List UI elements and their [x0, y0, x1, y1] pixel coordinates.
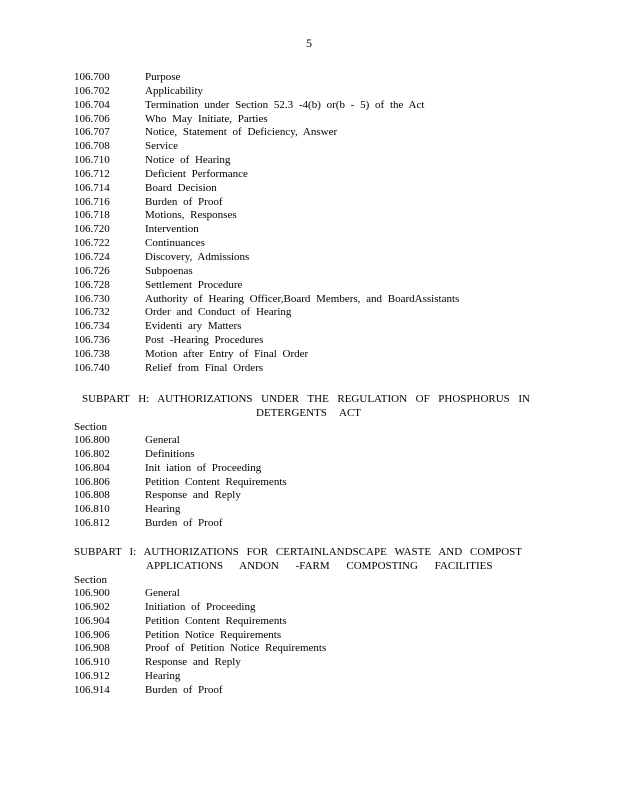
section-number: 106.904: [74, 614, 110, 627]
section-row: [74, 517, 574, 531]
section-title: Response and Reply: [145, 489, 241, 502]
section-number: 106.734: [74, 320, 110, 333]
section-title: Authority of Hearing Officer,Board Members, and BoardAssistants: [145, 292, 460, 305]
section-number: 106.700: [74, 71, 110, 83]
section-row: [74, 154, 574, 168]
section-row: [74, 113, 574, 127]
section-title: General: [145, 587, 180, 599]
section-number: 106.704: [74, 98, 110, 111]
section-number: 106.900: [74, 587, 110, 599]
section-row: [74, 348, 574, 362]
section-number: 106.810: [74, 503, 110, 516]
section-number: 106.912: [74, 670, 110, 683]
section-title: Petition Notice Requirements: [145, 628, 282, 641]
section-number: 106.716: [74, 195, 110, 208]
section-row: [74, 334, 574, 348]
section-row: [74, 448, 574, 462]
subpart-h-heading-line1: SUBPART H: AUTHORIZATIONS UNDER THE REGULATION OF PHOSPHORUS IN: [82, 393, 530, 405]
section-title: Notice of Hearing: [145, 154, 231, 167]
section-title: Hearing: [145, 670, 181, 683]
section-number: 106.802: [74, 447, 110, 460]
section-title: Discovery, Admissions: [145, 250, 250, 263]
section-title: Definitions: [145, 447, 195, 460]
subpart-i-heading-line1: SUBPART I: AUTHORIZATIONS FOR CERTAINLANDSCAPE WASTE AND COMPOST: [74, 546, 522, 558]
section-row: [74, 209, 574, 223]
section-number: 106.804: [74, 461, 110, 474]
section-title: Burden of Proof: [145, 517, 223, 530]
section-title: Burden of Proof: [145, 683, 223, 696]
section-number: 106.914: [74, 683, 110, 696]
subpart-h-heading: [74, 392, 534, 420]
section-title: Evidenti ary Matters: [145, 320, 242, 333]
section-row: [74, 656, 574, 670]
section-title: Purpose: [145, 71, 181, 83]
section-row: [74, 126, 574, 140]
section-number: 106.738: [74, 347, 110, 360]
section-title: Termination under Section 52.3 -4(b) or(b - 5) of the Act: [145, 98, 425, 111]
subpart-i-heading: [74, 545, 534, 573]
section-number: 106.702: [74, 84, 110, 97]
section-title: Motions, Responses: [145, 209, 237, 222]
section-number: 106.710: [74, 154, 110, 167]
section-row: [74, 237, 574, 251]
section-number: 106.730: [74, 292, 110, 305]
section-number: 106.908: [74, 642, 110, 655]
section-row: [74, 279, 574, 293]
section-row: [74, 362, 574, 376]
section-row: [74, 489, 574, 503]
section-number: 106.732: [74, 306, 110, 319]
section-row: [74, 196, 574, 210]
section-title: Relief from Final Orders: [145, 361, 264, 374]
section-title: Order and Conduct of Hearing: [145, 306, 292, 319]
section-row: [74, 168, 574, 182]
section-row: [74, 587, 574, 601]
section-number: 106.712: [74, 167, 110, 180]
section-row: [74, 320, 574, 334]
section-list-subpart-i: [74, 587, 574, 698]
section-number: 106.808: [74, 489, 110, 502]
section-number: 106.906: [74, 628, 110, 641]
section-row: [74, 476, 574, 490]
section-number: 106.720: [74, 223, 110, 236]
section-title: Intervention: [145, 223, 199, 236]
section-title: Initiation of Proceeding: [145, 600, 256, 613]
section-list-subpart-h: [74, 434, 574, 531]
section-list-part1: [74, 71, 574, 376]
section-title: General: [145, 434, 180, 446]
section-row: [74, 265, 574, 279]
section-row: [74, 99, 574, 113]
section-title: Post -Hearing Procedures: [145, 334, 264, 347]
section-number: 106.740: [74, 361, 110, 374]
section-title: Who May Initiate, Parties: [145, 112, 268, 125]
section-number: 106.724: [74, 250, 110, 263]
section-row: [74, 642, 574, 656]
section-number: 106.806: [74, 475, 110, 488]
section-number: 106.736: [74, 334, 110, 347]
section-row: [74, 85, 574, 99]
section-row: [74, 223, 574, 237]
section-title: Petition Content Requirements: [145, 475, 287, 488]
section-number: 106.910: [74, 656, 110, 669]
section-number: 106.706: [74, 112, 110, 125]
subpart-h-section-label: Section: [74, 421, 107, 433]
section-number: 106.714: [74, 181, 110, 194]
section-row: [74, 670, 574, 684]
section-number: 106.728: [74, 278, 110, 291]
page-number: 5: [306, 36, 312, 50]
section-number: 106.718: [74, 209, 110, 222]
section-row: [74, 251, 574, 265]
section-row: [74, 306, 574, 320]
section-title: Response and Reply: [145, 656, 241, 669]
section-title: Notice, Statement of Deficiency, Answer: [145, 126, 338, 139]
section-row: [74, 462, 574, 476]
section-title: Deficient Performance: [145, 167, 248, 180]
section-row: [74, 71, 574, 85]
section-title: Settlement Procedure: [145, 278, 243, 291]
section-row: [74, 182, 574, 196]
section-title: Service: [145, 140, 178, 153]
section-title: Init iation of Proceeding: [145, 461, 262, 474]
section-row: [74, 629, 574, 643]
section-title: Proof of Petition Notice Requirements: [145, 642, 327, 655]
section-title: Burden of Proof: [145, 195, 223, 208]
subpart-h-heading-line2: DETERGENTS ACT: [256, 407, 362, 419]
section-row: [74, 615, 574, 629]
section-title: Board Decision: [145, 181, 217, 194]
section-number: 106.722: [74, 237, 110, 250]
section-row: [74, 601, 574, 615]
section-number: 106.902: [74, 600, 110, 613]
section-row: [74, 434, 574, 448]
section-title: Motion after Entry of Final Order: [145, 347, 309, 360]
section-row: [74, 684, 574, 698]
section-row: [74, 503, 574, 517]
section-title: Applicability: [145, 84, 204, 97]
section-number: 106.800: [74, 434, 110, 446]
section-title: Continuances: [145, 237, 205, 250]
subpart-i-heading-line2: APPLICATIONS ANDON -FARM COMPOSTING FACILITIES: [146, 560, 493, 572]
section-number: 106.707: [74, 126, 110, 139]
section-number: 106.812: [74, 517, 110, 530]
subpart-i-section-label: Section: [74, 574, 107, 586]
section-title: Subpoenas: [145, 264, 193, 277]
section-number: 106.726: [74, 264, 110, 277]
section-title: Hearing: [145, 503, 181, 516]
section-row: [74, 293, 574, 307]
section-number: 106.708: [74, 140, 110, 153]
section-title: Petition Content Requirements: [145, 614, 287, 627]
section-row: [74, 140, 574, 154]
